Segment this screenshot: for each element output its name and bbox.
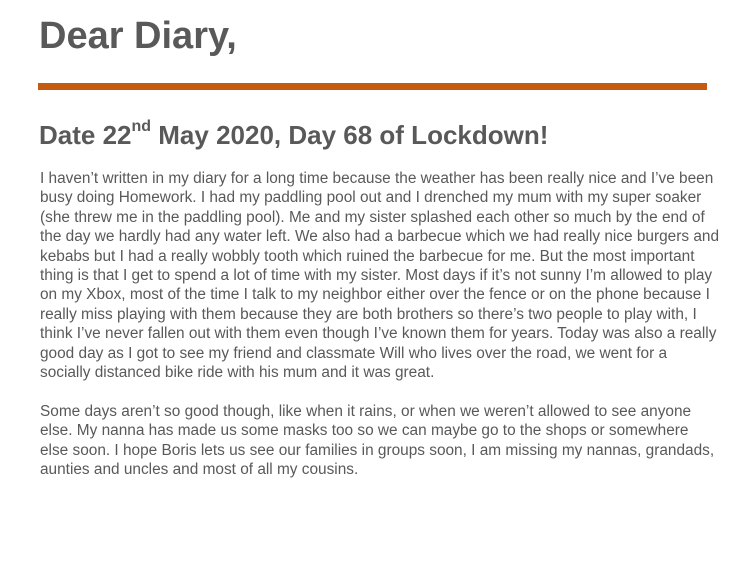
page-title: Dear Diary, — [39, 15, 237, 57]
date-heading — [39, 116, 548, 154]
date-heading-suffix: May 2020, Day 68 of Lockdown! — [151, 120, 549, 150]
accent-divider — [38, 83, 707, 90]
diary-paragraph-1: I haven’t written in my diary for a long time because the weather has been really nice and I’ve been busy doing Homework. I had my paddling pool out and I drenched my mum with my super soaker (she threw me in the paddling pool). Me and my sister splashed each other so much by the end of the day we hardly had any water left. We also had a barbecue which we had really nice burgers and kebabs but I had a really wobbly tooth which ruined the barbecue for me. But the most important thing is that I get to spend a lot of time with my sister. Most days if it’s not sunny I’m allowed to play on my Xbox, most of the time I talk to my neighbor either over the fence or on the phone because I really miss playing with them because they are both brothers so there’s two people to play with, I think I’ve never fallen out with them even though I’ve known them for years. Today was also a really good day as I got to see my friend and classmate Will who lives over the road, we went for a socially distanced bike ride with his mum and it was great. — [40, 170, 720, 382]
diary-paragraph-2: Some days aren’t so good though, like when it rains, or when we weren’t allowed to see anyone else. My nanna has made us some masks too so we can maybe go to the shops or somewhere else soon. I hope Boris lets us see our families in groups soon, I am missing my nannas, grandads, aunties and uncles and most of all my cousins. — [40, 403, 715, 479]
date-heading-prefix: Date 22 — [39, 120, 132, 150]
date-ordinal-suffix: nd — [131, 118, 152, 136]
